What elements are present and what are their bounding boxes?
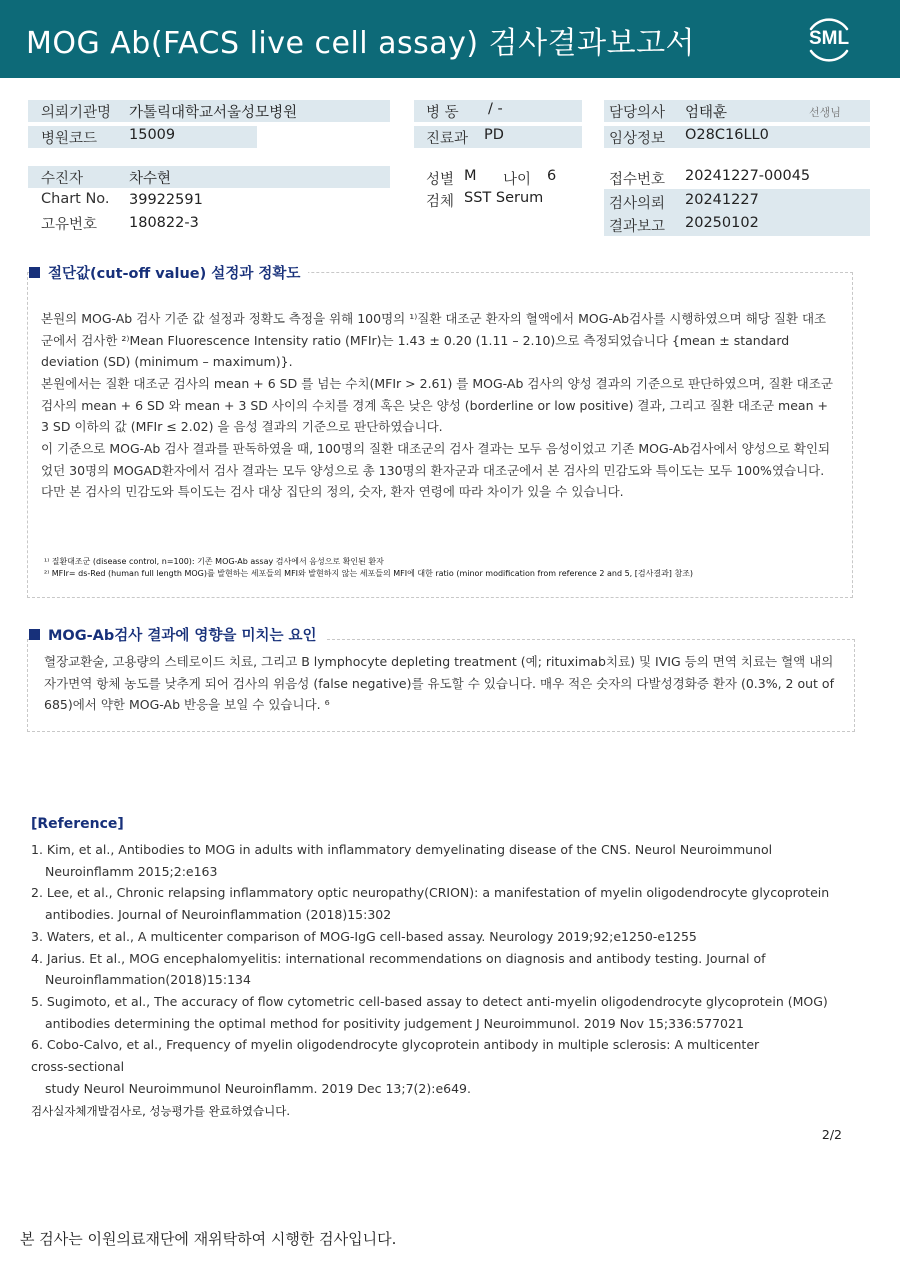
age-label: 나이 [503, 172, 532, 188]
ward-label: 병 동 [426, 105, 459, 121]
footnote-1: ¹⁾ 질환대조군 (disease control, n=100): 기존 MOG-Ab assay 검사에서 음성으로 확인된 환자 [44, 557, 384, 566]
report-header [0, 0, 900, 78]
hospital-code-label: 병원코드 [41, 131, 98, 147]
department-value: PD [484, 127, 504, 143]
reference-item-6-line-2: cross-sectional [31, 1059, 125, 1075]
cutoff-paragraph-2: 본원에서는 질환 대조군 검사의 mean + 6 SD 를 넘는 수치(MFIr > 2.61) 를 MOG-Ab 검사의 양성 결과의 기준으로 판단하였으며, 질환 대조군 검사의 mean + 6 SD 와 mean + 3 SD 사이의 수치를 경계 혹은 낮은 양성 (borderline or low positive) 결과, 그리고 질환 대조군 mean + 3 SD 이하의 값 (MFIr ≤ 2.02) 을 음성 결과의 기준으로 판단하였습니다. [41, 376, 833, 434]
factors-paragraph: 혈장교환술, 고용량의 스테로이드 치료, 그리고 B lymphocyte depleting treatment (예; rituximab치료) 및 IVIG 등의 면역 치료는 혈액 내의 자가면역 항체 농도를 낮추게 되어 검사의 위음성 (false negative)를 유도할 수 있습니다. 매우 적은 숫자의 다발성경화증 환자 (0.3%, 2 out of 685)에서 약한 MOG-Ab 반응을 보일 수 있습니다. ⁶ [44, 654, 834, 712]
factors-section-title-text: MOG-Ab검사 결과에 영향을 미치는 요인 [48, 628, 317, 644]
reference-item: 5. Sugimoto, et al., The accuracy of flow cytometric cell-based assay to detect anti-myelin oligodendrocyte glycoprotein (MOG) antibodies determining the optimal method for positivity judgement J Neuroimmunol. 2019 Nov 15;336:577021 [31, 993, 828, 1031]
sml-logo [802, 13, 856, 67]
clinical-info-value: O28C16LL0 [685, 127, 769, 143]
test-request-value: 20241227 [685, 192, 759, 208]
cutoff-section-title [29, 262, 308, 283]
cutoff-section-title-text: 절단값(cut-off value) 설정과 정확도 [48, 266, 301, 282]
reference-list [31, 839, 851, 1123]
reference-item: 2. Lee, et al., Chronic relapsing inflammatory optic neuropathy(CRION): a manifestation of myelin oligodendrocyte glycoprotein antibodies. Journal of Neuroinflammation (2018)15:302 [31, 885, 830, 923]
patient-name-label: 수진자 [41, 171, 84, 187]
footer-note: 본 검사는 이원의료재단에 재위탁하여 시행한 검사입니다. [20, 1230, 397, 1248]
receipt-no-label: 접수번호 [609, 172, 666, 188]
unique-no-label: 고유번호 [41, 217, 98, 233]
logo-text: SML [808, 28, 850, 49]
validation-note: 검사실자체개발검사로, 성능평가를 완료하였습니다. [31, 1104, 291, 1119]
unique-no-value: 180822-3 [129, 215, 199, 231]
bullet-square-icon [29, 267, 40, 278]
specimen-value: SST Serum [464, 190, 544, 206]
footnote-2: ²⁾ MFIr= ds-Red (human full length MOG)를 발현하는 세포들의 MFI와 발현하지 않는 세포들의 MFI에 대한 ratio (minor modification from reference 2 and 5, [검사결과] 참조) [44, 569, 694, 578]
cutoff-paragraph-1: 본원의 MOG-Ab 검사 기준 값 설정과 정확도 측정을 위해 100명의 ¹⁾질환 대조군 환자의 혈액에서 MOG-Ab검사를 시행하였으며 해당 질환 대조군에서 검사한 ²⁾Mean Fluorescence Intensity ratio (MFIr)는 1.43 ± 0.20 (1.11 – 2.10)으로 측정되었습니다 {mean ± standard deviation (SD) (minimum – maximum)}. [41, 311, 827, 369]
requesting-institution-value: 가톨릭대학교서울성모병원 [129, 105, 298, 121]
cutoff-paragraph-3: 이 기준으로 MOG-Ab 검사 결과를 판독하였을 때, 100명의 질환 대조군의 검사 결과는 모두 음성이었고 기존 MOG-Ab검사에서 양성으로 확인되었던 30명의 MOGAD환자에서 검사 결과는 모두 양성으로 총 130명의 환자군과 대조군에서 본 검사의 민감도와 특이도는 모두 100%였습니다. 다만 본 검사의 민감도와 특이도는 검사 대상 집단의 정의, 숫자, 환자 연령에 따라 차이가 있을 수 있습니다. [41, 441, 831, 499]
clinical-info-label: 임상정보 [609, 131, 666, 147]
factors-section-title [29, 624, 325, 645]
reference-item: 3. Waters, et al., A multicenter comparison of MOG-IgG cell-based assay. Neurology 2019;92;e1250-e1255 [31, 928, 697, 944]
physician-suffix: 선생님 [809, 106, 841, 119]
test-request-label: 검사의뢰 [609, 196, 666, 212]
department-label: 진료과 [426, 131, 469, 147]
reference-item-6-line-3: study Neurol Neuroimmunol Neuroinflamm. 2019 Dec 13;7(2):e649. [45, 1080, 471, 1096]
result-report-value: 20250102 [685, 215, 759, 231]
patient-name-value: 차수현 [129, 171, 172, 187]
requesting-institution-label: 의뢰기관명 [41, 105, 112, 121]
physician-label: 담당의사 [609, 105, 666, 121]
hospital-code-value: 15009 [129, 127, 176, 143]
reference-item: 4. Jarius. Et al., MOG encephalomyelitis: international recommendations on diagnosis and antibody testing. Journal of Neuroinflammation(2018)15:134 [31, 950, 766, 988]
chart-no-label: Chart No. [41, 191, 110, 207]
reference-title: [Reference] [31, 816, 124, 832]
receipt-no-value: 20241227-00045 [685, 168, 811, 184]
chart-no-value: 39922591 [129, 192, 203, 208]
report-title: MOG Ab(FACS live cell assay) 검사결과보고서 [26, 26, 696, 61]
page-number: 2/2 [821, 1127, 842, 1142]
reference-item: 1. Kim, et al., Antibodies to MOG in adults with inflammatory demyelinating disease of the CNS. Neurol Neuroimmunol Neuroinflamm 2015;2:e163 [31, 842, 773, 879]
physician-value: 엄태훈 [685, 105, 728, 121]
specimen-label: 검체 [426, 194, 455, 210]
reference-item-6-line-1: 6. Cobo-Calvo, et al., Frequency of myelin oligodendrocyte glycoprotein antibody in multiple sclerosis: A multicenter [31, 1037, 760, 1053]
age-value: 6 [547, 168, 557, 184]
sex-value: M [464, 168, 477, 184]
result-report-label: 결과보고 [609, 219, 666, 235]
bullet-square-icon [29, 629, 40, 640]
sex-label: 성별 [426, 172, 455, 188]
ward-value: / - [488, 101, 503, 117]
